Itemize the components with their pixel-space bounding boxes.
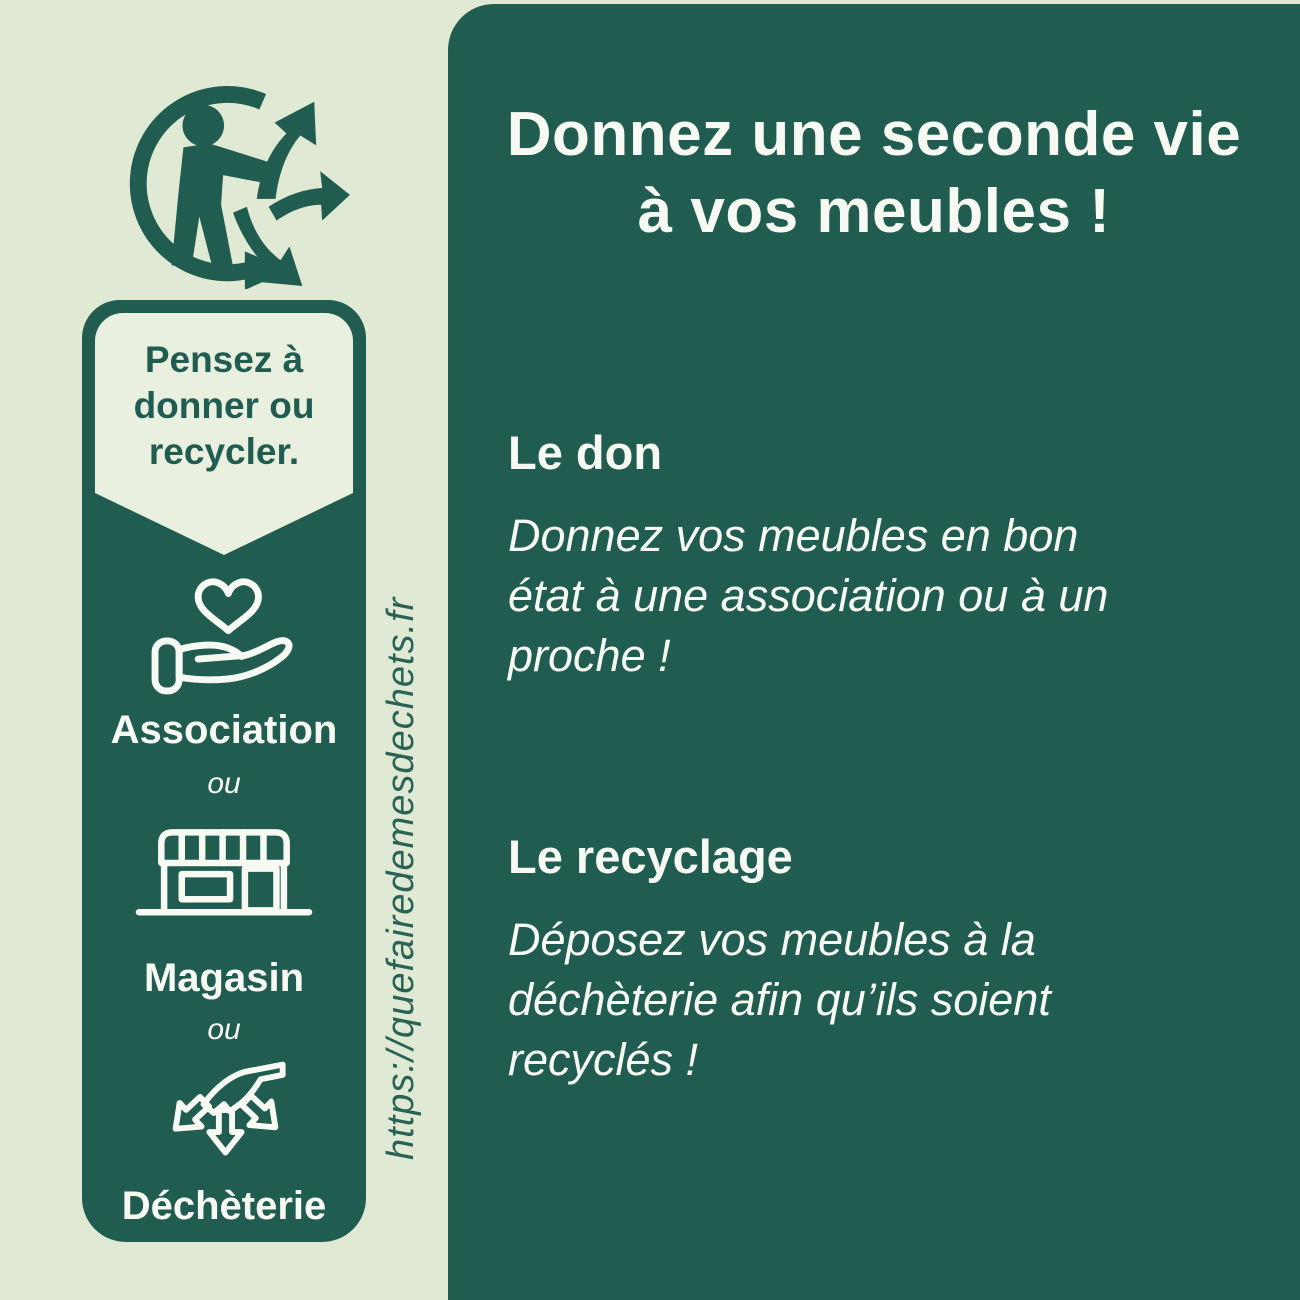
banner-text [95,313,353,475]
section-recyclage-body [508,910,1238,1090]
waste-sorting-arrows-icon [82,1052,366,1174]
body-line: Déposez vos meubles à la [508,914,1036,965]
right-panel [448,4,1300,1300]
page-title-line: Donnez une seconde vie [506,100,1242,169]
body-line: état à une association ou à un [508,570,1109,621]
section-don-body [508,506,1238,686]
banner-line: donner ou [133,385,315,426]
page-title-line: à vos meubles ! [637,177,1111,246]
banner-chevron [95,493,353,555]
body-line: déchèterie afin qu’ils soient [508,974,1051,1025]
website-url: https://quefairedemesdechets.fr [380,596,422,1160]
destinations-ribbon [82,300,366,1242]
body-line: Donnez vos meubles en bon [508,510,1079,561]
destination-label-decheterie: Déchèterie [121,1184,327,1228]
triman-recycling-logo-icon [112,76,350,289]
section-don [508,426,1238,686]
banner-line: recycler. [148,431,300,472]
page-title [448,96,1300,250]
destination-label-association: Association [110,708,338,752]
section-recyclage-heading: Le recyclage [508,830,793,883]
body-line: proche ! [508,630,671,681]
storefront-icon [82,824,366,928]
body-line: recyclés ! [508,1034,699,1085]
separator-ou: ou [207,767,241,800]
banner [95,313,353,493]
banner-line: Pensez à [144,339,304,380]
destination-label-magasin: Magasin [143,956,305,1000]
section-don-heading: Le don [508,426,663,479]
section-recyclage [508,830,1238,1090]
separator-ou: ou [207,1013,241,1046]
heart-in-hand-icon [82,572,366,697]
